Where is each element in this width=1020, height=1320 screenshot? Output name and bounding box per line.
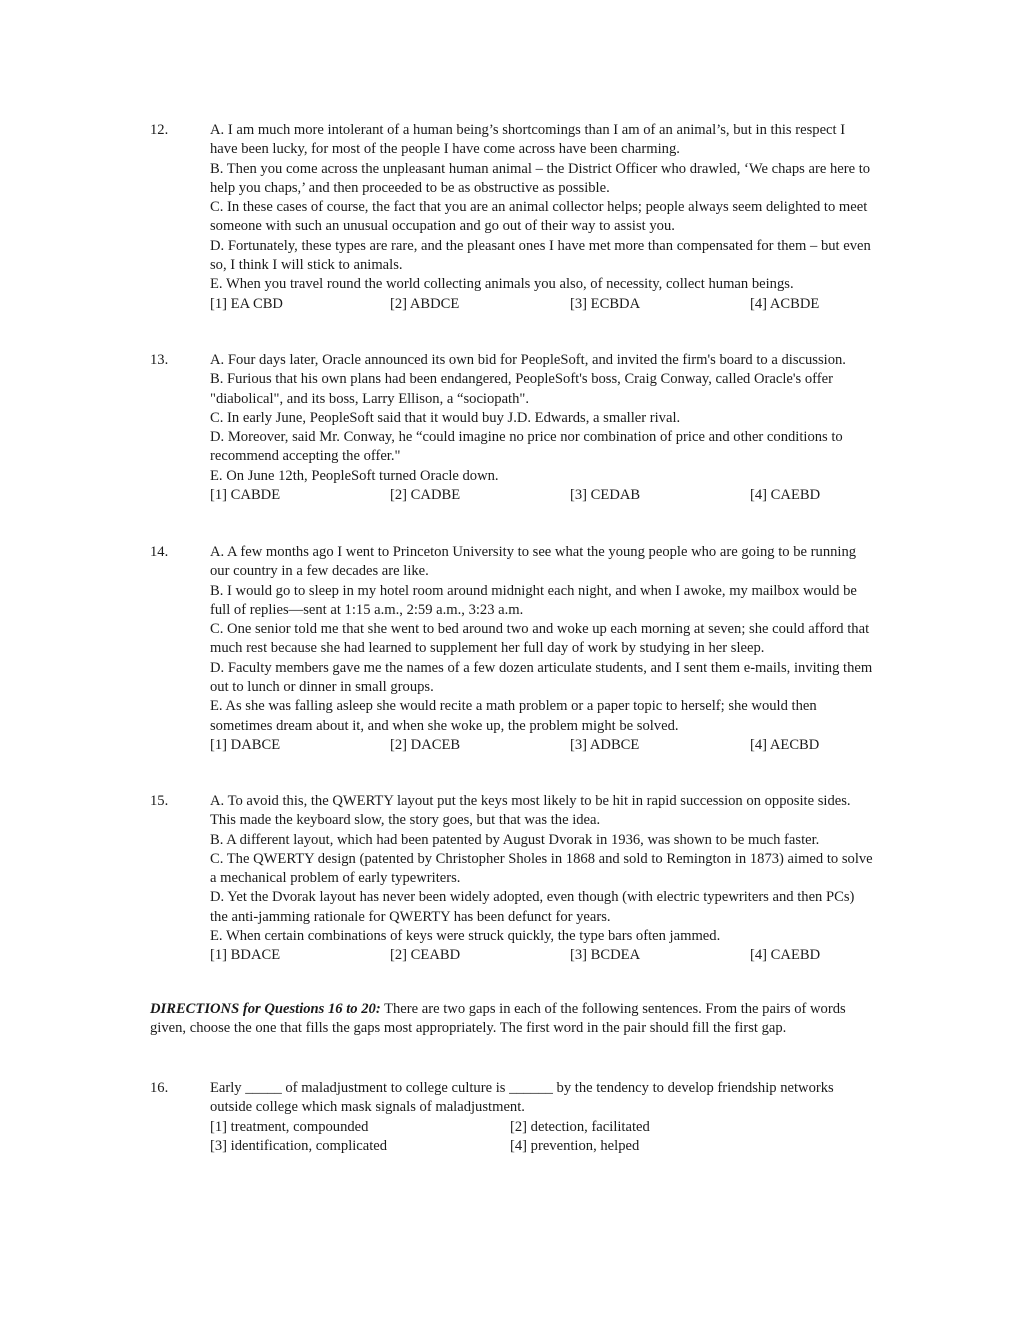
option-2: [2] CADBE	[390, 487, 461, 504]
option-3: [3] ADBCE	[570, 736, 640, 753]
sentence-b: B. A different layout, which had been patented by August Dvorak in 1936, was shown to be much faster.	[210, 831, 820, 848]
question-number: 15.	[150, 793, 169, 809]
option-2: [2] ABDCE	[390, 295, 460, 312]
sentence-c: C. The QWERTY design (patented by Christopher Sholes in 1868 and sold to Remington in 1873) aimed to solve a mechanical problem of early typewriters.	[210, 850, 873, 887]
sentence-e: E. When certain combinations of keys were struck quickly, the type bars often jammed.	[210, 928, 721, 945]
sentence-e: E. On June 12th, PeopleSoft turned Oracle down.	[210, 467, 499, 484]
question-15	[150, 792, 875, 965]
option-1: [1] CABDE	[210, 487, 281, 504]
option-4: [4] CAEBD	[750, 487, 821, 504]
question-14	[150, 543, 875, 755]
question-text: Early _____ of maladjustment to college culture is ______ by the tendency to develop friendship networks outside college which mask signals of maladjustment.	[210, 1080, 834, 1116]
directions-block	[150, 1000, 875, 1039]
answer-options-row-2	[210, 1137, 875, 1156]
question-13	[150, 351, 875, 505]
question-number: 14.	[150, 544, 169, 560]
question-number: 13.	[150, 352, 169, 368]
sentence-d: D. Fortunately, these types are rare, and the pleasant ones I have met more than compensated for them – but even so, I think I will stick to animals.	[210, 237, 871, 274]
option-2: [2] DACEB	[390, 736, 461, 753]
sentence-a: A. I am much more intolerant of a human being’s shortcomings than I am of an animal’s, but in this respect I have been lucky, for most of the people I have come across have been charming.	[210, 122, 846, 158]
sentence-a: A. To avoid this, the QWERTY layout put the keys most likely to be hit in rapid succession on opposite sides. This made the keyboard slow, the story goes, but that was the idea.	[210, 793, 851, 829]
option-3: [3] ECBDA	[570, 295, 641, 312]
sentence-d: D. Faculty members gave me the names of a few dozen articulate students, and I sent them e-mails, inviting them out to lunch or dinner in small groups.	[210, 659, 873, 696]
option-1: [1] BDACE	[210, 947, 281, 964]
answer-options	[210, 486, 875, 505]
sentence-e: E. When you travel round the world collecting animals you also, of necessity, collect human beings.	[210, 276, 794, 293]
question-16	[150, 1079, 875, 1156]
option-4: [4] ACBDE	[750, 295, 820, 312]
answer-options-row-1	[210, 1118, 875, 1137]
sentence-c: C. In these cases of course, the fact that you are an animal collector helps; people always seem delighted to meet someone with such an unusual occupation and go out of their way to assist you.	[210, 199, 868, 235]
option-1: [1] treatment, compounded	[210, 1118, 369, 1135]
question-number: 12.	[150, 122, 169, 138]
option-3: [3] BCDEA	[570, 947, 641, 964]
answer-options	[210, 736, 875, 755]
option-4: [4] prevention, helped	[510, 1137, 640, 1154]
option-4: [4] CAEBD	[750, 947, 821, 964]
question-12	[150, 121, 875, 314]
sentence-b: B. Furious that his own plans had been endangered, PeopleSoft's boss, Craig Conway, called Oracle's offer "diabolical", and its boss, Larry Ellison, a “sociopath".	[210, 371, 833, 407]
directions-text: There are two gaps in each of the following sentences. From the pairs of words given, choose the one that fills the gaps most appropriately. The first word in the pair should fill the first gap.	[150, 1001, 846, 1037]
sentence-e: E. As she was falling asleep she would recite a math problem or a paper topic to herself; she would then sometimes dream about it, and when she woke up, the problem might be solved.	[210, 698, 817, 734]
sentence-b: B. I would go to sleep in my hotel room around midnight each night, and when I awoke, my mailbox would be full of replies—sent at 1:15 a.m., 2:59 a.m., 3:23 a.m.	[210, 582, 857, 618]
sentence-a: A. Four days later, Oracle announced its own bid for PeopleSoft, and invited the firm's board to a discussion.	[210, 352, 846, 368]
option-2: [2] CEABD	[390, 947, 461, 964]
sentence-d: D. Yet the Dvorak layout has never been widely adopted, even though (with electric typewriters and then PCs) the anti-jamming rationale for QWERTY has been defunct for years.	[210, 889, 855, 925]
answer-options	[210, 946, 875, 965]
option-3: [3] CEDAB	[570, 487, 641, 504]
sentence-a: A. A few months ago I went to Princeton University to see what the young people who are going to be running our country in a few decades are like.	[210, 544, 857, 580]
sentence-c: C. One senior told me that she went to bed around two and woke up each morning at seven; she could afford that much rest because she had learned to supplement her full day of work by studying in her sleep.	[210, 621, 870, 657]
option-1: [1] EA CBD	[210, 295, 283, 312]
answer-options	[210, 295, 875, 314]
sentence-b: B. Then you come across the unpleasant human animal – the District Officer who drawled, ‘We chaps are here to help you chaps,’ and then proceeded to be as obstructive as possible.	[210, 160, 871, 196]
option-3: [3] identification, complicated	[210, 1137, 388, 1154]
sentence-d: D. Moreover, said Mr. Conway, he “could imagine no price nor combination of price and other conditions to recommend accepting the offer."	[210, 429, 843, 465]
option-1: [1] DABCE	[210, 736, 281, 753]
question-number: 16.	[150, 1080, 169, 1096]
option-2: [2] detection, facilitated	[510, 1118, 650, 1135]
sentence-c: C. In early June, PeopleSoft said that it would buy J.D. Edwards, a smaller rival.	[210, 409, 681, 426]
option-4: [4] AECBD	[750, 736, 820, 753]
directions-heading: DIRECTIONS for Questions 16 to 20:	[150, 1001, 381, 1017]
